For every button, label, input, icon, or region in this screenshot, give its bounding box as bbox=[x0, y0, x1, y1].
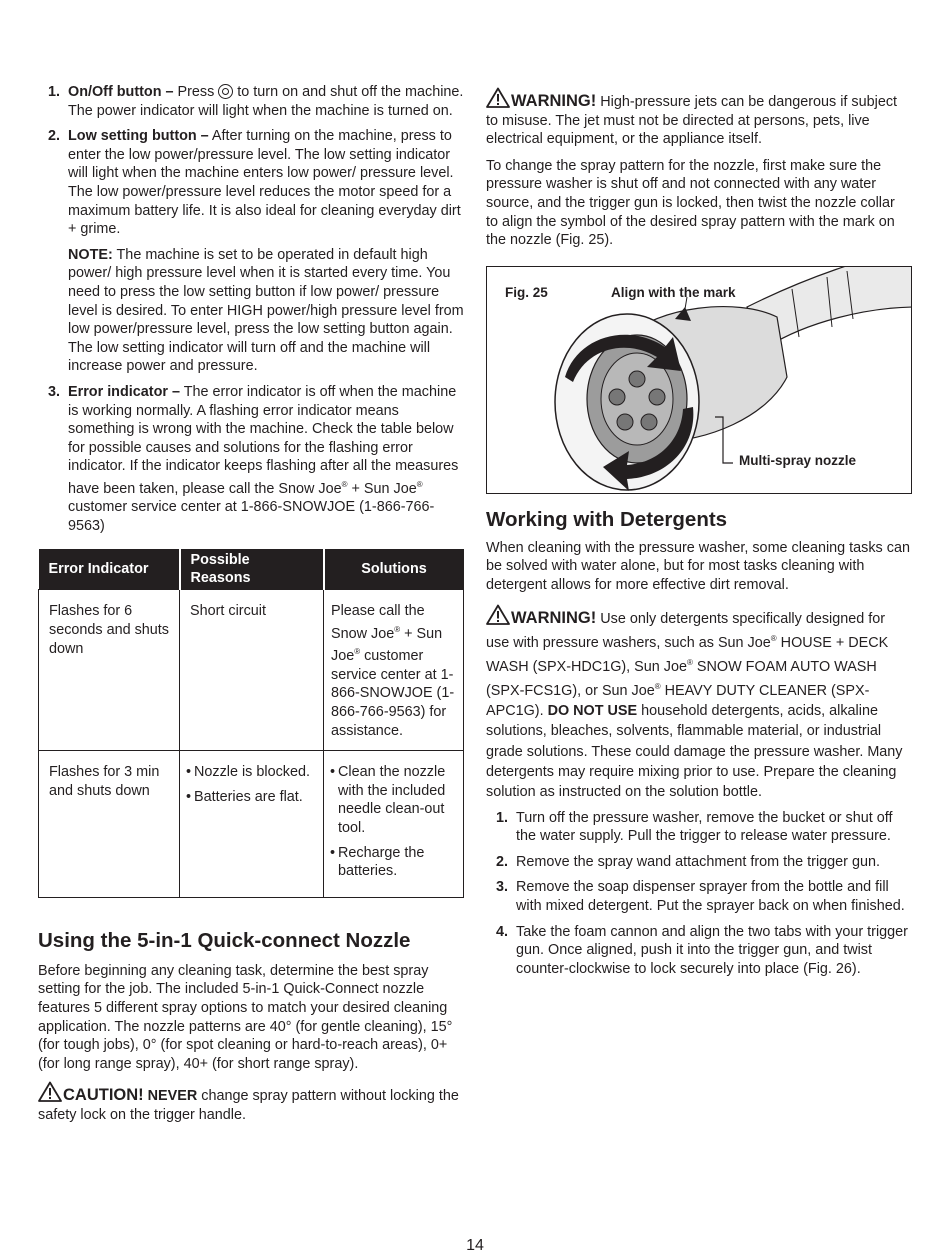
caution-text: change spray pattern without locking the safety lock on the trigger handle. bbox=[38, 1088, 459, 1123]
nozzle-heading: Using the 5-in-1 Quick-connect Nozzle bbox=[38, 928, 411, 952]
step-text: Remove the spray wand attachment from the trigger gun. bbox=[516, 853, 880, 870]
item-text: After turning on the machine, press to enter the low power/pressure level. The low setting indicator will light when the machine enters low power/ pressure level. The low power/pressure level reduces the motor speed for a maximum battery life. It is also ideal for cleaning everyday dirt + grime. bbox=[68, 128, 461, 238]
registered-mark: ® bbox=[354, 647, 361, 657]
warning-text: SNOW FOAM AUTO WASH (SPX-FCS1G), or Sun Joe bbox=[486, 658, 877, 699]
table-row bbox=[39, 590, 464, 751]
reason-item: • Batteries are flat. bbox=[186, 788, 315, 807]
page-number: 14 bbox=[466, 1237, 484, 1254]
note-label: NOTE: bbox=[68, 246, 113, 263]
cell-indicator: Flashes for 3 min and shuts down bbox=[39, 751, 180, 898]
list-item bbox=[486, 923, 910, 979]
warning-text: High-pressure jets can be dangerous if subject to misuse. The jet must not be directed at persons, pets, live electrical equipment, or the appliance itself. bbox=[486, 94, 898, 148]
figure-callout-align: Align with the mark bbox=[611, 284, 736, 300]
list-item bbox=[486, 853, 910, 872]
figure-label: Fig. 25 bbox=[505, 284, 548, 300]
item-number: 3. bbox=[48, 383, 61, 400]
warning-text: household detergents, acids, alkaline solutions, bleaches, solvents, flammable material, or industrial grade solutions. These could damage the pressure washer. Many detergents may require mixing prior to use. Prepare the cleaning solution as instructed on the solution bottle. bbox=[486, 703, 903, 801]
note-text: The machine is set to be operated in default high power/ high pressure level when it is started every time. You need to press the low setting button if low power/ pressure level is desired. To enter HIGH power/high pressure level from low power/pressure level, press the low setting button again. The low setting indicator will turn off and the machine will increase power and pressure. bbox=[68, 246, 464, 375]
header-solutions: Solutions bbox=[324, 549, 464, 590]
step-text: Turn off the pressure washer, remove the bucket or shut off the water supply. Pull the trigger to release water pressure. bbox=[516, 809, 893, 845]
nozzle-paragraph: Before beginning any cleaning task, determine the best spray setting for the job. The included 5-in-1 Quick-Connect nozzle features 5 different spray options to match your desired cleaning application. The nozzle patterns are 40° (for gentle cleaning), 15° (for tough jobs), 0° (for spot cleaning or hard-to-reach areas), 0+ (for long range spray), 40+ (for short range spray). bbox=[38, 962, 453, 1072]
figure-callout-multi-spray: Multi-spray nozzle bbox=[739, 452, 857, 468]
item-title: Error indicator – bbox=[68, 383, 180, 400]
figure-25 bbox=[486, 266, 912, 494]
step-text: Take the foam cannon and align the two tabs with your trigger gun. Once aligned, push it into the trigger gun, and twist counter-clockwise to lock securely into place (Fig. 26). bbox=[516, 923, 908, 977]
item-number: 2. bbox=[48, 128, 61, 145]
item-text: + Sun Joe bbox=[347, 480, 417, 497]
list-item bbox=[486, 809, 910, 846]
registered-mark: ® bbox=[654, 682, 661, 692]
warning-text: Use only detergents specifically designed for use with pressure washers, such as Sun Joe bbox=[486, 610, 886, 651]
right-column bbox=[486, 83, 910, 985]
item-title: On/Off button – bbox=[68, 84, 174, 100]
header-possible-reasons: Possible Reasons bbox=[180, 549, 324, 590]
table-row bbox=[39, 751, 464, 898]
warning-triangle-icon bbox=[486, 604, 510, 625]
caution-never: NEVER bbox=[147, 1088, 198, 1105]
item-text: Press bbox=[173, 84, 219, 100]
caution-paragraph bbox=[38, 1081, 464, 1124]
note-paragraph bbox=[38, 246, 464, 376]
list-item bbox=[38, 83, 464, 120]
caution-label: CAUTION! bbox=[63, 1086, 144, 1105]
registered-mark: ® bbox=[416, 479, 423, 489]
detergents-heading: Working with Detergents bbox=[486, 507, 728, 531]
controls-list bbox=[38, 83, 464, 535]
list-item bbox=[38, 383, 464, 536]
cell-solution bbox=[324, 590, 464, 751]
item-text: to turn on and shut off the machine. The power indicator will light when the machine is turned on. bbox=[68, 84, 464, 119]
warning-text: HEAVY DUTY CLEANER (SPX-APC1G). bbox=[486, 682, 870, 720]
step-number: 1. bbox=[496, 809, 509, 826]
solution-item: • Clean the nozzle with the included needle clean-out tool. bbox=[330, 763, 455, 837]
warning-triangle-icon bbox=[486, 87, 510, 108]
cell-reason: Short circuit bbox=[180, 590, 324, 751]
warning-text: HOUSE + DECK WASH (SPX-HDC1G), Sun Joe bbox=[486, 634, 889, 675]
spray-paragraph: To change the spray pattern for the nozzle, first make sure the pressure washer is shut off and not connected with any water source, and the trigger gun is locked, then twist the nozzle collar to align the symbol of the desired spray pattern with the mark on the nozzle (Fig. 25). bbox=[486, 157, 895, 249]
warning-paragraph-1 bbox=[486, 87, 910, 149]
step-text: Remove the soap dispenser sprayer from the bottle and fill with mixed detergent. Put the sprayer back on when finished. bbox=[516, 879, 905, 914]
registered-mark: ® bbox=[341, 479, 348, 489]
detergent-steps bbox=[486, 809, 910, 979]
list-item bbox=[486, 878, 910, 915]
item-text: The error indicator is off when the machine is working normally. A flashing error indicator means something is wrong with the machine. Check the table below for possible causes and solutions for the flashing error indicator. If the indicator keeps flashing after all the measures have been taken, please call the Snow Joe bbox=[68, 383, 459, 497]
item-number: 1. bbox=[48, 84, 61, 100]
step-number: 4. bbox=[496, 923, 509, 940]
step-number: 3. bbox=[496, 879, 509, 896]
cell-solutions bbox=[324, 751, 464, 898]
table-header-row bbox=[39, 549, 464, 590]
solution-text: + Sun Joe bbox=[331, 625, 443, 665]
registered-mark: ® bbox=[770, 633, 777, 643]
cell-indicator: Flashes for 6 seconds and shuts down bbox=[39, 590, 180, 751]
header-error-indicator: Error Indicator bbox=[39, 549, 180, 590]
step-number: 2. bbox=[496, 853, 509, 870]
warning-label: WARNING! bbox=[511, 92, 597, 110]
list-item bbox=[38, 127, 464, 239]
error-table bbox=[38, 549, 464, 897]
solution-text: Please call the Snow Joe bbox=[331, 603, 425, 642]
item-title: Low setting button – bbox=[68, 128, 209, 145]
solution-item: • Recharge the batteries. bbox=[330, 844, 455, 881]
cell-reasons bbox=[180, 751, 324, 898]
item-text: customer service center at 1-866-SNOWJOE (1-866-766-9563) bbox=[68, 499, 435, 534]
warning-paragraph-2 bbox=[486, 604, 910, 803]
left-column bbox=[38, 83, 464, 1125]
power-button-icon bbox=[218, 84, 233, 99]
reason-item: • Nozzle is blocked. bbox=[186, 763, 315, 782]
warning-triangle-icon bbox=[38, 1081, 62, 1102]
detergents-paragraph: When cleaning with the pressure washer, some cleaning tasks can be solved with water alone, but for most tasks cleaning with detergent allows for more effective dirt removal. bbox=[486, 539, 910, 593]
solution-text: customer service center at 1-866-SNOWJOE (1-866-766-9563) for assistance. bbox=[331, 648, 455, 739]
warning-label: WARNING! bbox=[511, 608, 597, 627]
do-not-use-label: DO NOT USE bbox=[547, 703, 638, 720]
registered-mark: ® bbox=[686, 657, 693, 667]
registered-mark: ® bbox=[394, 625, 401, 635]
